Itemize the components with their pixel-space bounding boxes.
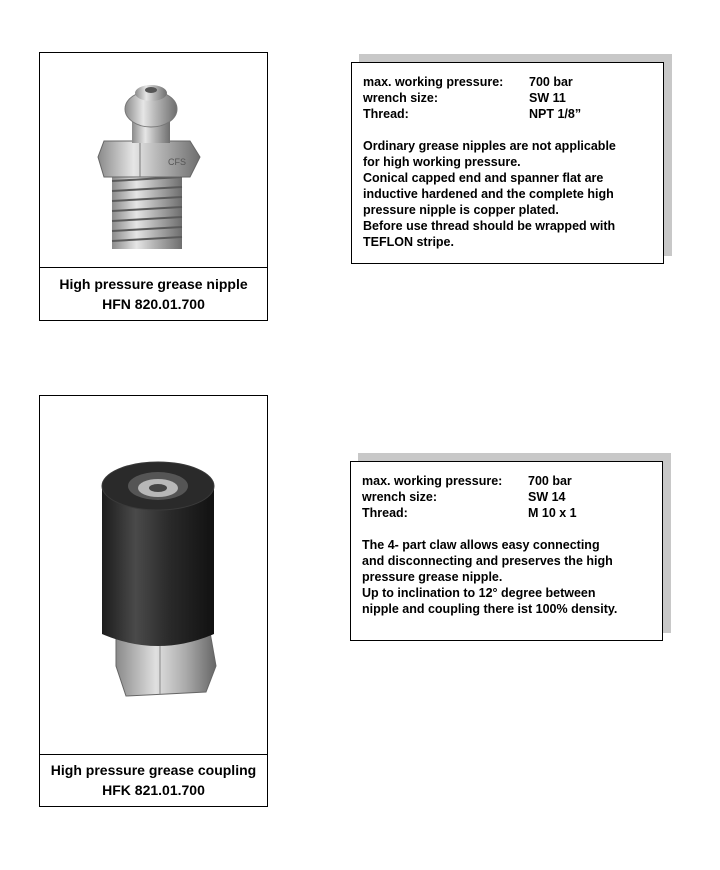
- product-caption: [40, 268, 267, 314]
- product-name: High pressure grease nipple: [59, 276, 248, 292]
- description-line: Before use thread should be wrapped with: [363, 219, 616, 233]
- spec-box-coupling: [350, 461, 663, 641]
- spec-row: [363, 106, 652, 122]
- spec-label: wrench size:: [363, 91, 439, 105]
- grease-coupling-icon: [40, 396, 267, 754]
- description-line: Ordinary grease nipples are not applicable: [363, 139, 616, 153]
- description-line: Up to inclination to 12° degree between: [362, 586, 596, 600]
- spec-value: SW 14: [528, 490, 566, 504]
- spec-label: Thread:: [362, 506, 408, 520]
- description-line: nipple and coupling there ist 100% density.: [362, 602, 618, 616]
- spec-box-nipple: [351, 62, 664, 264]
- spec-row: [362, 505, 651, 521]
- description-line: for high working pressure.: [363, 155, 521, 169]
- spec-row: [362, 473, 651, 489]
- spec-label: max. working pressure:: [362, 474, 503, 488]
- grease-nipple-icon: [40, 53, 267, 267]
- svg-text:CFS: CFS: [168, 157, 186, 167]
- product-code: HFN 820.01.700: [102, 296, 205, 312]
- product-code: HFK 821.01.700: [102, 782, 205, 798]
- spec-row: [362, 489, 651, 505]
- product-card-nipple: [39, 52, 268, 321]
- spec-label: Thread:: [363, 107, 409, 121]
- spec-value: 700 bar: [529, 75, 573, 89]
- description-line: pressure grease nipple.: [362, 570, 503, 584]
- spec-value: M 10 x 1: [528, 506, 577, 520]
- description-line: and disconnecting and preserves the high: [362, 554, 613, 568]
- description-line: inductive hardened and the complete high: [363, 187, 614, 201]
- description-line: Conical capped end and spanner flat are: [363, 171, 604, 185]
- product-name: High pressure grease coupling: [50, 762, 257, 778]
- description-line: The 4- part claw allows easy connecting: [362, 538, 600, 552]
- description-line: pressure nipple is copper plated.: [363, 203, 559, 217]
- spec-label: wrench size:: [362, 490, 438, 504]
- description-line: TEFLON stripe.: [363, 235, 454, 249]
- spec-value: 700 bar: [528, 474, 572, 488]
- spec-value: SW 11: [529, 91, 566, 105]
- grease-nipple-photo: [40, 53, 267, 268]
- spec-description: [362, 537, 651, 617]
- product-card-coupling: [39, 395, 268, 807]
- spec-row: [363, 90, 652, 106]
- spec-row: [363, 74, 652, 90]
- spec-label: max. working pressure:: [363, 75, 504, 89]
- spec-description: [363, 138, 652, 250]
- spec-value: NPT 1/8”: [529, 107, 582, 121]
- product-caption: [40, 755, 267, 800]
- grease-coupling-photo: [40, 396, 267, 755]
